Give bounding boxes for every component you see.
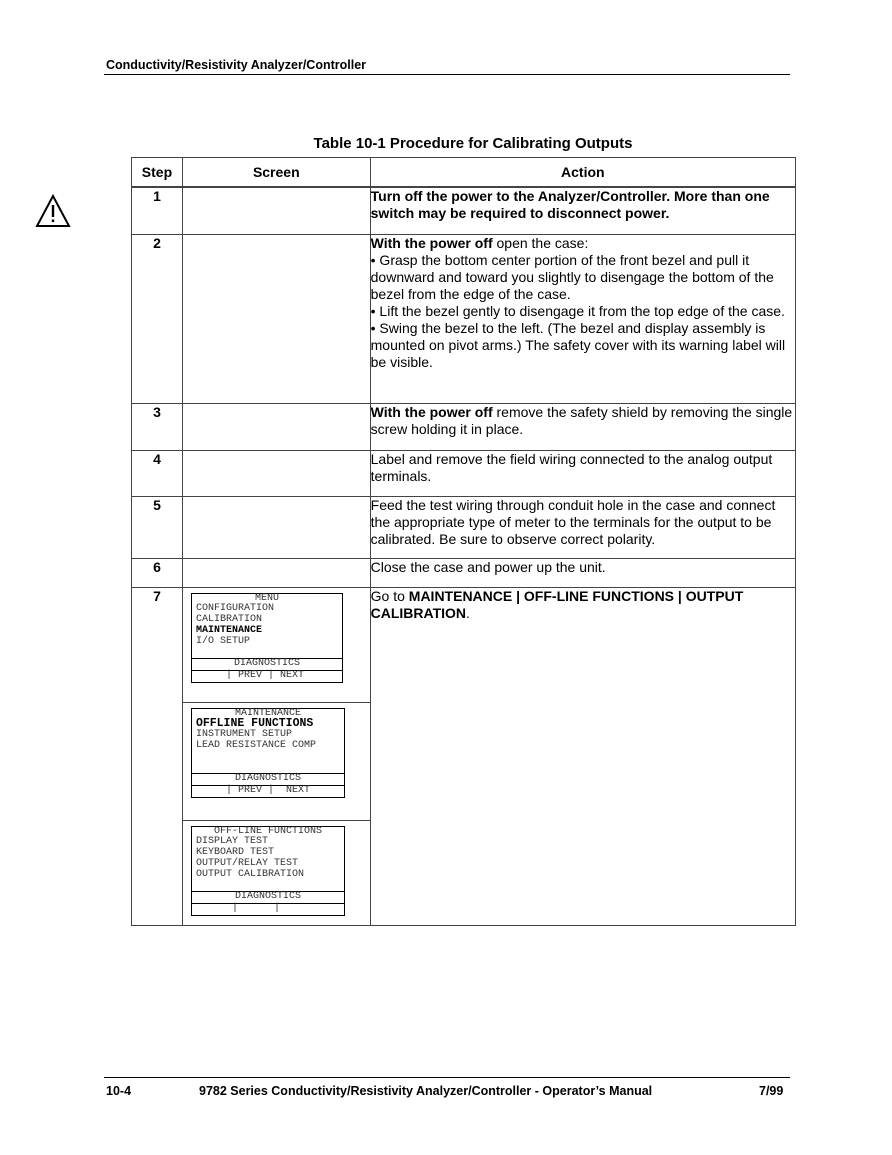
- lcd-blank-line: [192, 752, 344, 763]
- lcd-softkeys: | PREV | NEXT: [192, 670, 342, 682]
- screen-cell: [182, 496, 370, 558]
- action-body: remove the safety shield by removing the single screw holding it in place.: [370, 403, 793, 437]
- revision-date: 7/99: [759, 1084, 784, 1098]
- action-text: Label and remove the field wiring connected to the analog output terminals.: [370, 450, 795, 496]
- lcd-title: OFF-LINE FUNCTIONS: [213, 825, 322, 837]
- column-header-action: Action: [370, 158, 795, 188]
- lcd-line: OUTPUT CALIBRATION: [195, 868, 304, 880]
- table-row: [132, 558, 796, 587]
- lcd-blank-line: [192, 762, 344, 773]
- lcd-status: DIAGNOSTICS: [192, 891, 344, 903]
- step-number: 5: [132, 496, 183, 558]
- action-text: Feed the test wiring through conduit hole in the case and connect the appropriate type of meter to the terminals for the output to be calibrated. Be sure to observe correct polarity.: [370, 496, 795, 558]
- screen-cell: [182, 187, 370, 234]
- lcd-screen-cell: [183, 821, 370, 925]
- lcd-line: LEAD RESISTANCE COMP: [195, 739, 316, 751]
- lcd-softkeys: | |: [192, 903, 344, 915]
- lcd-line: INSTRUMENT SETUP: [195, 729, 292, 741]
- action-lead: With the power off: [370, 234, 493, 251]
- action-lead: With the power off: [370, 403, 493, 420]
- action-pre: Go to: [370, 587, 409, 604]
- action-bullet: • Grasp the bottom center portion of the front bezel and pull it downward and toward you slightly to disengage the bottom of the bezel from the edge of the case.: [370, 251, 774, 302]
- lcd-title: MENU: [254, 592, 279, 604]
- screen-cell: [182, 587, 370, 925]
- screen-cell: [182, 558, 370, 587]
- column-header-screen: Screen: [182, 158, 370, 188]
- lcd-line: KEYBOARD TEST: [195, 847, 274, 859]
- table-row: [132, 450, 796, 496]
- table-title: Table 10-1 Procedure for Calibrating Outputs: [313, 135, 633, 152]
- table-row: [132, 496, 796, 558]
- lcd-status: DIAGNOSTICS: [192, 773, 344, 785]
- lcd-screen-menu: [191, 593, 343, 683]
- action-body: open the case:: [492, 234, 589, 251]
- screen-cell: [182, 450, 370, 496]
- lcd-screen-offline-functions: [191, 826, 345, 916]
- action-text: [370, 403, 795, 450]
- lcd-line-selected: MAINTENANCE: [195, 624, 262, 636]
- lcd-line-selected: OFFLINE FUNCTIONS: [195, 717, 314, 731]
- procedure-table: [131, 157, 796, 926]
- screen-cell: [182, 234, 370, 403]
- action-text: [370, 587, 795, 925]
- table-header-row: [132, 158, 796, 188]
- action-bullet: • Swing the bezel to the left. (The bezel and display assembly is mounted on pivot arms.) The safety cover with its warning label will be visible.: [370, 319, 786, 370]
- step-number: 3: [132, 403, 183, 450]
- lcd-line: CONFIGURATION: [195, 603, 274, 615]
- table-row: [132, 187, 796, 234]
- running-header: Conductivity/Resistivity Analyzer/Controller: [106, 58, 367, 72]
- step-number: 2: [132, 234, 183, 403]
- action-text: [370, 234, 795, 403]
- column-header-step: Step: [132, 158, 183, 188]
- table-row: [132, 234, 796, 403]
- step-number: 4: [132, 450, 183, 496]
- table-row: [132, 403, 796, 450]
- manual-title: 9782 Series Conductivity/Resistivity Analyzer/Controller - Operator’s Manual: [199, 1084, 653, 1098]
- lcd-title: MAINTENANCE: [234, 707, 301, 719]
- page-number: 10-4: [106, 1084, 132, 1098]
- warning-triangle-icon: [35, 194, 71, 228]
- lcd-screen-cell: [183, 588, 370, 703]
- step-number: 1: [132, 187, 183, 234]
- action-text: Turn off the power to the Analyzer/Controller. More than one switch may be required to disconnect power.: [370, 187, 795, 234]
- lcd-screen-maintenance: [191, 708, 345, 798]
- lcd-blank-line: [192, 880, 344, 891]
- lcd-line: I/O SETUP: [195, 635, 250, 647]
- lcd-screen-cell: [183, 703, 370, 821]
- lcd-status: DIAGNOSTICS: [192, 658, 342, 670]
- action-post: .: [466, 604, 470, 621]
- lcd-softkeys: | PREV | NEXT: [192, 785, 344, 797]
- action-menu-path: MAINTENANCE | OFF-LINE FUNCTIONS | OUTPUT CALIBRATION: [370, 587, 744, 621]
- action-text: Close the case and power up the unit.: [370, 558, 795, 587]
- lcd-blank-line: [192, 647, 342, 658]
- step-number: 7: [132, 587, 183, 925]
- screen-cell: [182, 403, 370, 450]
- lcd-line: CALIBRATION: [195, 614, 262, 626]
- lcd-line: DISPLAY TEST: [195, 836, 268, 848]
- step-number: 6: [132, 558, 183, 587]
- header-rule: [104, 74, 790, 75]
- table-row: [132, 587, 796, 925]
- lcd-line: OUTPUT/RELAY TEST: [195, 857, 298, 869]
- footer-rule: [104, 1077, 790, 1078]
- action-bullet: • Lift the bezel gently to disengage it from the top edge of the case.: [370, 302, 785, 319]
